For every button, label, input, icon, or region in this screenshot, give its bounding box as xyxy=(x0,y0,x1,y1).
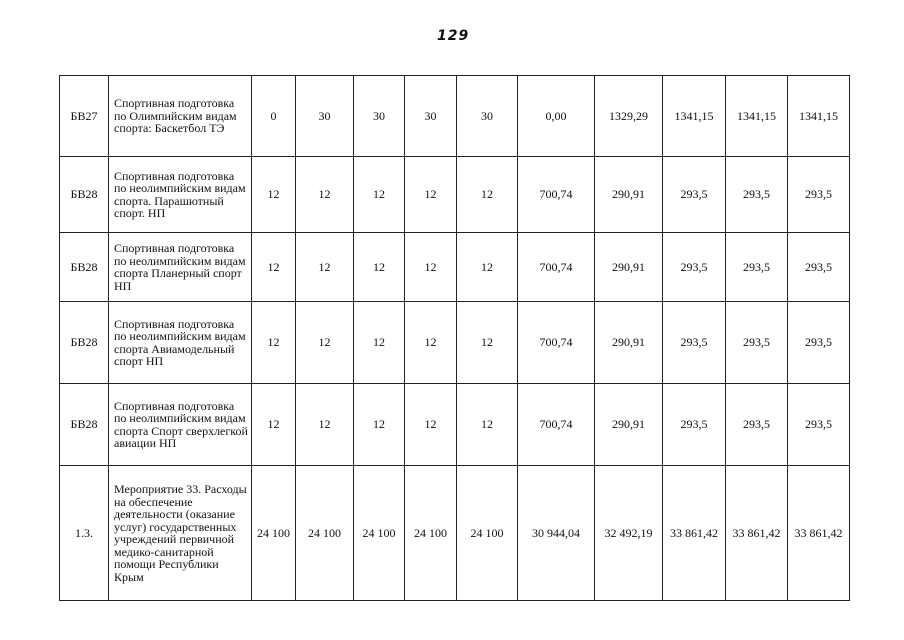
cell-value: 12 xyxy=(457,157,518,233)
row-code: 1.3. xyxy=(60,466,109,601)
row-code: БВ28 xyxy=(60,157,109,233)
row-description: Спортивная подготовка по неолимпийским видам спорта Планерный спорт НП xyxy=(109,233,252,302)
table-row xyxy=(60,233,850,302)
cell-value: 12 xyxy=(354,384,405,466)
cell-value: 293,5 xyxy=(663,302,726,384)
cell-value: 12 xyxy=(296,157,354,233)
cell-value: 12 xyxy=(457,384,518,466)
cell-value: 1341,15 xyxy=(726,76,788,157)
cell-value: 1341,15 xyxy=(788,76,850,157)
cell-value: 293,5 xyxy=(788,233,850,302)
cell-value: 12 xyxy=(457,233,518,302)
row-code: БВ28 xyxy=(60,233,109,302)
row-code: БВ27 xyxy=(60,76,109,157)
cell-value: 12 xyxy=(354,233,405,302)
cell-value: 33 861,42 xyxy=(726,466,788,601)
cell-value: 293,5 xyxy=(788,302,850,384)
cell-value: 290,91 xyxy=(595,157,663,233)
cell-value: 700,74 xyxy=(518,157,595,233)
page-number: 129 xyxy=(437,28,470,44)
cell-value: 24 100 xyxy=(457,466,518,601)
table-row xyxy=(60,76,850,157)
table-row xyxy=(60,302,850,384)
cell-value: 30 xyxy=(296,76,354,157)
row-description: Мероприятие 33. Расходы на обеспечение деятельности (оказание услуг) государственных учреждений первичной медико-санитарной помощи Республики Крым xyxy=(109,466,252,601)
cell-value: 12 xyxy=(252,384,296,466)
cell-value: 12 xyxy=(354,157,405,233)
cell-value: 12 xyxy=(405,233,457,302)
cell-value: 33 861,42 xyxy=(788,466,850,601)
cell-value: 12 xyxy=(457,302,518,384)
budget-table xyxy=(59,75,850,601)
cell-value: 293,5 xyxy=(788,157,850,233)
row-code: БВ28 xyxy=(60,384,109,466)
table-row xyxy=(60,157,850,233)
cell-value: 12 xyxy=(296,384,354,466)
cell-value: 12 xyxy=(405,157,457,233)
row-description: Спортивная подготовка по Олимпийским видам спорта: Баскетбол ТЭ xyxy=(109,76,252,157)
cell-value: 290,91 xyxy=(595,302,663,384)
table-row xyxy=(60,384,850,466)
row-code: БВ28 xyxy=(60,302,109,384)
cell-value: 12 xyxy=(296,302,354,384)
cell-value: 1341,15 xyxy=(663,76,726,157)
cell-value: 12 xyxy=(405,384,457,466)
cell-value: 0 xyxy=(252,76,296,157)
cell-value: 12 xyxy=(405,302,457,384)
row-description: Спортивная подготовка по неолимпийским видам спорта Спорт сверхлегкой авиации НП xyxy=(109,384,252,466)
cell-value: 30 xyxy=(457,76,518,157)
cell-value: 293,5 xyxy=(726,384,788,466)
cell-value: 293,5 xyxy=(726,302,788,384)
cell-value: 12 xyxy=(252,302,296,384)
cell-value: 12 xyxy=(354,302,405,384)
cell-value: 32 492,19 xyxy=(595,466,663,601)
cell-value: 33 861,42 xyxy=(663,466,726,601)
cell-value: 700,74 xyxy=(518,384,595,466)
cell-value: 293,5 xyxy=(663,233,726,302)
cell-value: 30 944,04 xyxy=(518,466,595,601)
cell-value: 290,91 xyxy=(595,233,663,302)
cell-value: 12 xyxy=(296,233,354,302)
row-description: Спортивная подготовка по неолимпийским видам спорта Авиамодельный спорт НП xyxy=(109,302,252,384)
cell-value: 24 100 xyxy=(405,466,457,601)
cell-value: 30 xyxy=(354,76,405,157)
cell-value: 30 xyxy=(405,76,457,157)
cell-value: 24 100 xyxy=(296,466,354,601)
cell-value: 293,5 xyxy=(788,384,850,466)
cell-value: 293,5 xyxy=(663,384,726,466)
cell-value: 0,00 xyxy=(518,76,595,157)
row-description: Спортивная подготовка по неолимпийским видам спорта. Парашютный спорт. НП xyxy=(109,157,252,233)
cell-value: 24 100 xyxy=(354,466,405,601)
cell-value: 700,74 xyxy=(518,233,595,302)
cell-value: 700,74 xyxy=(518,302,595,384)
cell-value: 12 xyxy=(252,233,296,302)
cell-value: 293,5 xyxy=(726,157,788,233)
cell-value: 1329,29 xyxy=(595,76,663,157)
cell-value: 12 xyxy=(252,157,296,233)
cell-value: 293,5 xyxy=(726,233,788,302)
cell-value: 290,91 xyxy=(595,384,663,466)
cell-value: 24 100 xyxy=(252,466,296,601)
table-row xyxy=(60,466,850,601)
cell-value: 293,5 xyxy=(663,157,726,233)
